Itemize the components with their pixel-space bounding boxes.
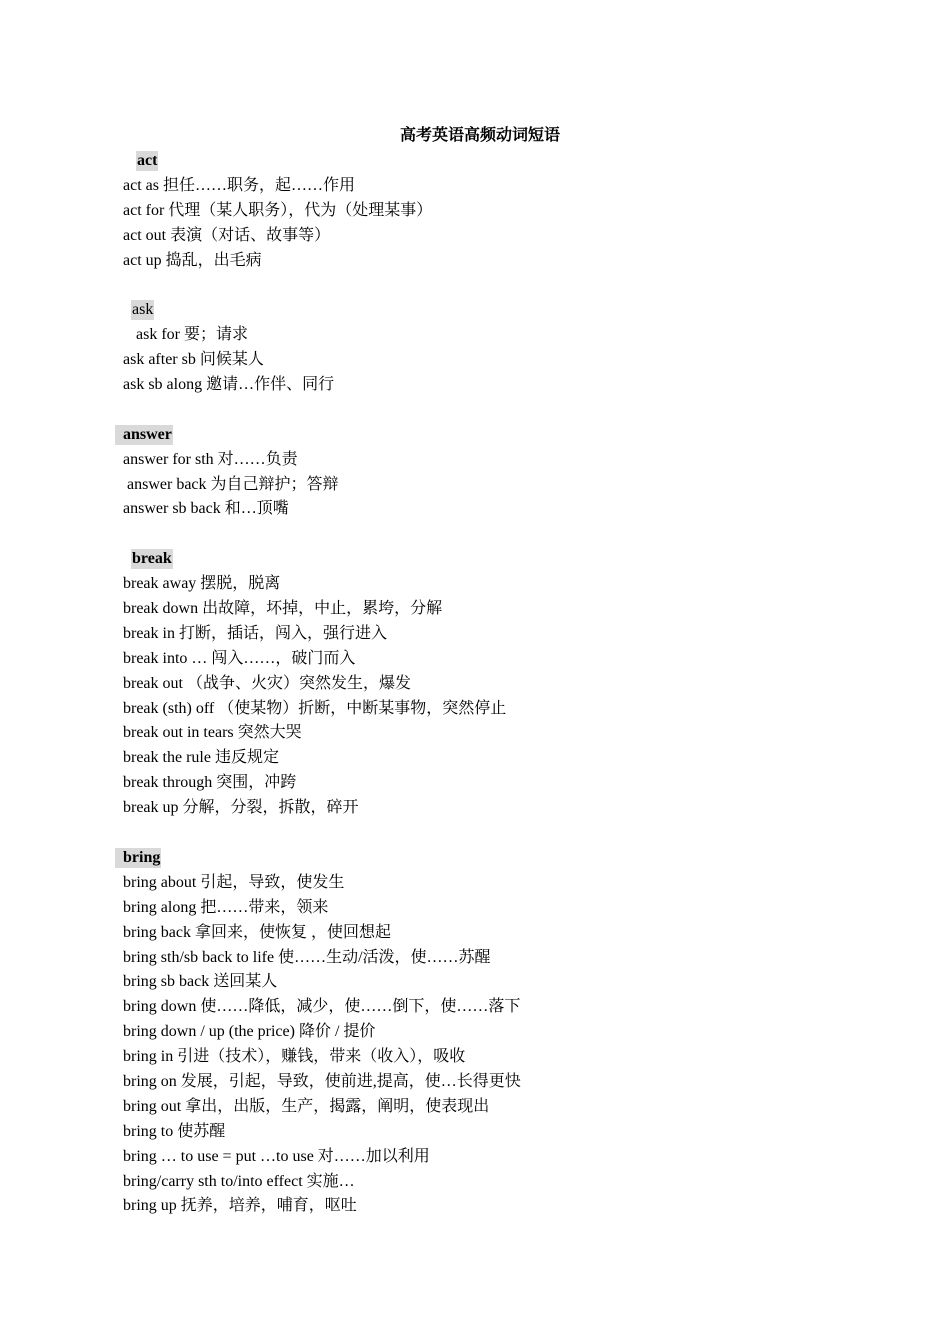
section-header-act: act	[137, 152, 158, 169]
phrase-entry: bring … to use = put …to use 对……加以利用	[123, 1147, 430, 1165]
phrase-entry: bring down / up (the price) 降价 / 提价	[123, 1023, 376, 1041]
section-header-line	[123, 547, 883, 572]
blank-line	[123, 398, 883, 423]
phrase-entry: break down 出故障，坏掉，中止，累垮，分解	[123, 600, 443, 618]
phrase-entry: act as 担任……职务，起……作用	[123, 176, 355, 194]
phrase-entry: break into … 闯入……，破门而入	[123, 649, 356, 667]
section-header-bring: bring	[115, 848, 161, 868]
section-header-line	[115, 423, 883, 448]
phrase-entry: bring out 拿出，出版，生产，揭露，阐明，使表现出	[123, 1097, 490, 1115]
blank-line	[123, 522, 883, 547]
phrase-entry: break out in tears 突然大哭	[123, 724, 302, 742]
blank-line	[123, 821, 883, 846]
phrase-entry: bring down 使……降低，减少，使……倒下，使……落下	[123, 998, 521, 1016]
phrase-entry: break out （战争、火灾）突然发生，爆发	[123, 674, 411, 692]
phrase-entry: act for 代理（某人职务），代为（处理某事）	[123, 201, 433, 219]
phrase-entry: bring up 抚养，培养，哺育，呕吐	[123, 1197, 357, 1215]
phrase-entry: bring sb back 送回某人	[123, 973, 278, 991]
phrase-entry: break away 摆脱，脱离	[123, 575, 281, 593]
section-header-break: break	[132, 550, 172, 568]
phrase-entry: break through 突围，冲跨	[123, 774, 297, 792]
section-header-answer: answer	[115, 425, 173, 445]
document-title: 高考英语高频动词短语	[399, 127, 560, 144]
phrase-entry: answer sb back 和…顶嘴	[123, 500, 289, 518]
phrase-entry: bring to 使苏醒	[123, 1122, 226, 1140]
phrase-entry: bring on 发展，引起，导致，使前进,提高，使…长得更快	[123, 1072, 521, 1090]
phrase-entry: answer back 为自己辩护；答辩	[127, 475, 339, 493]
phrase-entry: bring sth/sb back to life 使……生动/活泼，使……苏醒	[123, 948, 491, 966]
phrase-entry: bring about 引起，导致，使发生	[123, 873, 345, 891]
section-header-line	[115, 846, 883, 871]
section-header-ask: ask	[132, 301, 154, 319]
phrase-entry: bring in 引进（技术），赚钱，带来（收入），吸收	[123, 1048, 466, 1066]
phrase-entry: bring/carry sth to/into effect 实施…	[123, 1172, 355, 1190]
phrase-entry: bring along 把……带来，领来	[123, 898, 329, 916]
phrase-entry: ask sb along 邀请…作伴、同行	[123, 376, 335, 394]
phrase-entry: bring back 拿回来，使恢复 ，使回想起	[123, 923, 391, 941]
section-header-line	[123, 298, 883, 323]
blank-line	[123, 273, 883, 298]
document-body	[123, 149, 883, 1219]
phrase-entry: break (sth) off （使某物）折断，中断某事物，突然停止	[123, 699, 507, 717]
phrase-entry: ask for 要；请求	[136, 326, 248, 344]
phrase-entry: act out 表演（对话、故事等）	[123, 226, 331, 244]
phrase-entry: break up 分解，分裂，拆散，碎开	[123, 799, 359, 817]
phrase-entry: ask after sb 问候某人	[123, 351, 264, 369]
phrase-entry: act up 捣乱，出毛病	[123, 251, 262, 269]
section-header-line	[123, 149, 883, 174]
phrase-entry: break the rule 违反规定	[123, 749, 279, 767]
phrase-entry: break in 打断，插话，闯入，强行进入	[123, 624, 387, 642]
phrase-entry: answer for sth 对……负责	[123, 450, 298, 468]
